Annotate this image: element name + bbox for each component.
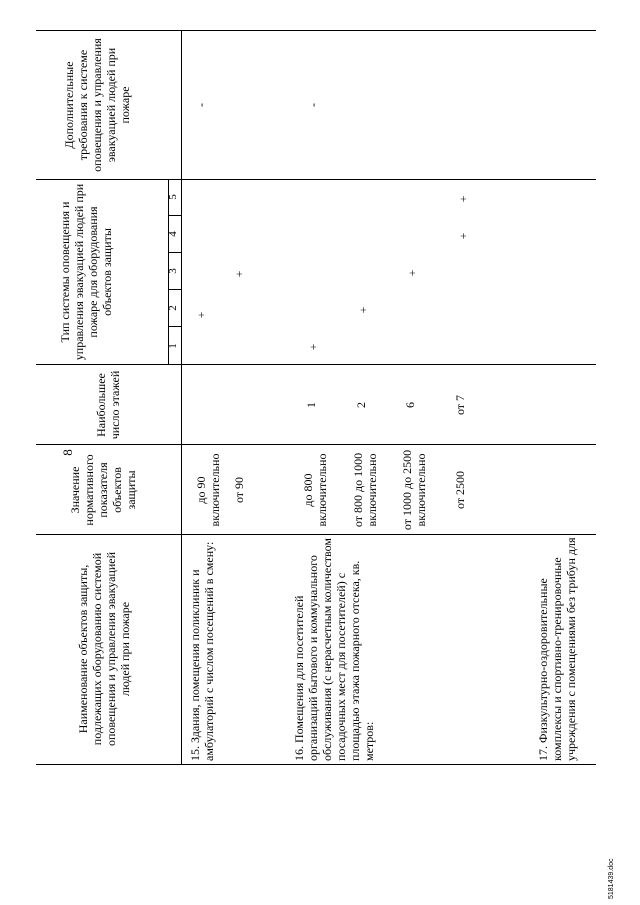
sub-divider (168, 326, 181, 327)
row-15-value-2: от 90 (232, 476, 246, 504)
table-left-border (36, 764, 596, 765)
row-16-floors-1: 1 (304, 402, 318, 408)
header-value: Значение нормативного показателя объектов защиты (68, 454, 138, 526)
row-16-value-4: от 2500 (453, 470, 467, 510)
row-16-mark-type2: + (356, 306, 370, 314)
row-15-name: 15. Здания, помещения поликлиник и амбулаторий с числом посещений в смену: (188, 541, 216, 761)
type-col-1: 1 (167, 343, 179, 349)
row-16-value-3: от 1000 до 2500 включительно (400, 449, 428, 531)
row-16-floors-3: 6 (403, 402, 417, 408)
table-right-border (36, 30, 596, 31)
row-16-floors-2: 2 (354, 402, 368, 408)
type-col-2: 2 (167, 305, 179, 311)
type-col-5: 5 (167, 194, 179, 200)
sub-divider (168, 215, 181, 216)
file-name: 5181439.doc (608, 858, 615, 899)
row-16-mark-type3: + (405, 269, 419, 277)
row-16-extra: - (306, 103, 320, 107)
sub-divider (168, 252, 181, 253)
header-additional: Дополнительные требования к системе оповещения и управления эвакуацией людей при пожаре (62, 38, 132, 172)
row-16-name: 16. Помещения для посетителей организаций бытового и коммунального обслуживания (с нерасчетным количеством посадочных мест для посетителей) с площадью этажа пожарного отсека, кв. метров: (292, 538, 376, 761)
col-divider (36, 534, 596, 535)
requirements-table (36, 30, 596, 765)
row-15-mark-type2: + (194, 311, 208, 319)
row-15-mark-type3: + (232, 270, 246, 278)
page-number: 8 (60, 449, 75, 456)
row-16-floors-4: от 7 (453, 394, 467, 416)
sub-divider (168, 289, 181, 290)
type-col-3: 3 (167, 268, 179, 274)
col-divider (36, 364, 596, 365)
row-16-mark-type5: + (456, 195, 470, 203)
row-15-value-1: до 90 включительно (194, 453, 222, 527)
row-16-mark-type4: + (456, 232, 470, 240)
header-type: Тип системы оповещения и управления эвакуацией людей при пожаре для оборудования объектов защиты (58, 183, 114, 361)
header-floors: Наибольшее число этажей (94, 370, 122, 440)
row-15-extra: - (194, 103, 208, 107)
row-16-mark-type1: + (306, 343, 320, 351)
row-16-value-2: от 800 до 1000 включительно (351, 452, 379, 528)
row-17-name: 17. Физкультурно-оздоровительные комплексы и спортивно-тренировочные учреждения с помещениями без трибун для (536, 537, 578, 761)
type-col-4: 4 (167, 231, 179, 237)
header-name: Наименование объектов защиты, подлежащих оборудованию системой оповещения и управления эвакуацией людей при пожаре (76, 551, 132, 747)
col-divider (36, 444, 596, 445)
row-16-value-1: до 800 включительно (301, 453, 329, 527)
header-bottom-rule (181, 30, 182, 765)
col-divider (36, 179, 596, 180)
